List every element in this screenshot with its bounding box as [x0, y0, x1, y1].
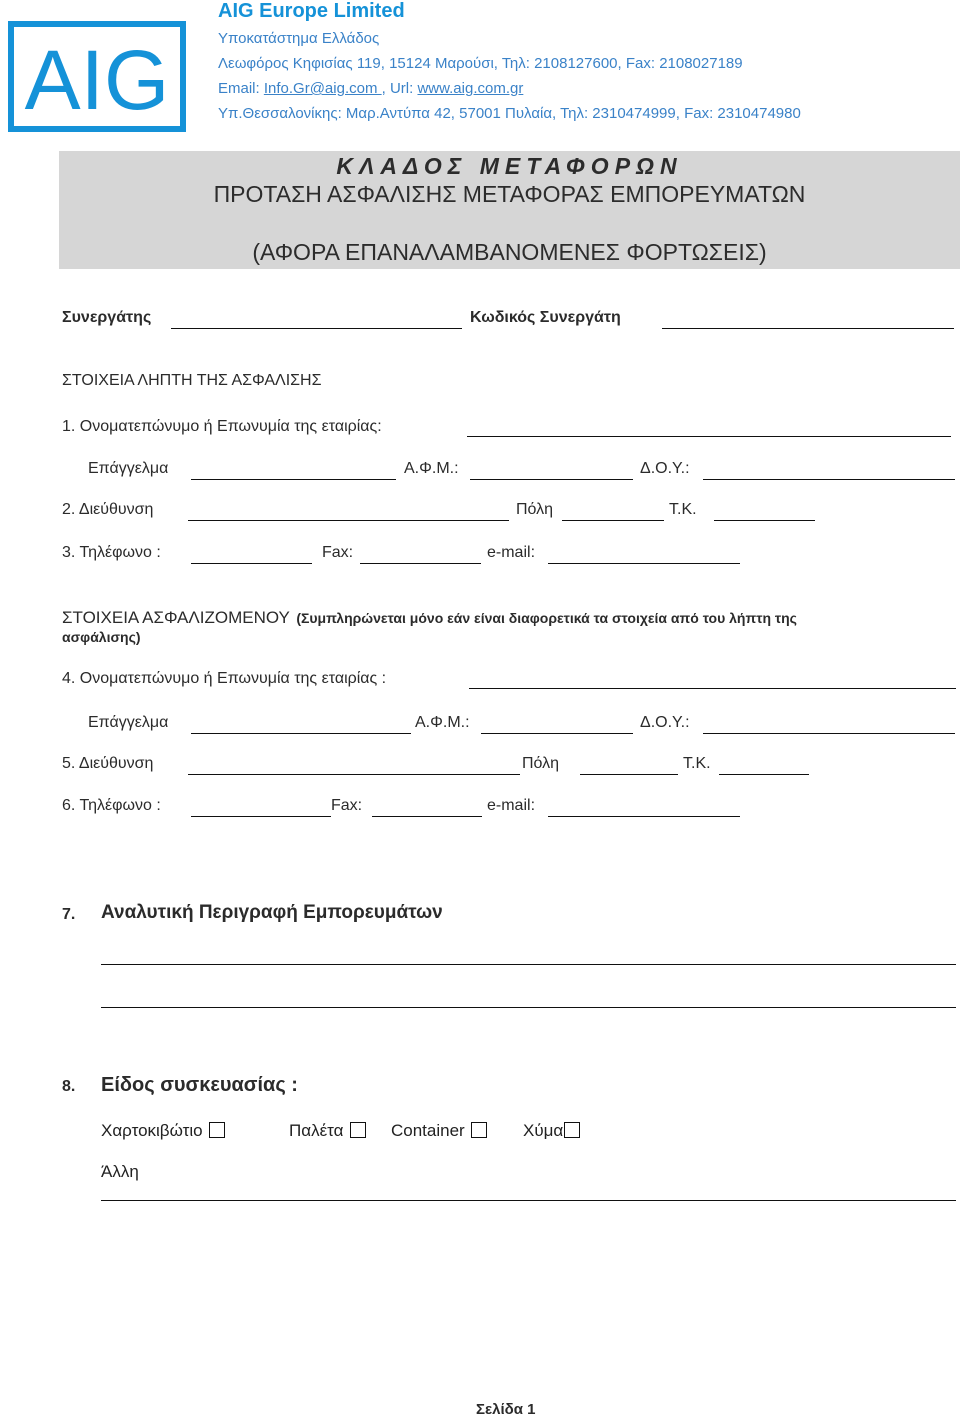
- aig-logo-text: AIG: [24, 33, 170, 126]
- policyholder-afm-field[interactable]: [470, 479, 633, 480]
- policyholder-afm-label: Α.Φ.Μ.:: [404, 460, 459, 477]
- url-label: , Url:: [381, 80, 418, 97]
- container-checkbox[interactable]: [471, 1122, 487, 1138]
- title-banner: [59, 151, 960, 269]
- insured-section-note: (Συμπληρώνεται μόνο εάν είναι διαφορετικά τα στοιχεία από του λήπτη της: [296, 610, 797, 626]
- aig-logo: [8, 21, 186, 132]
- contact-line: [218, 80, 523, 97]
- aig-logo-icon: [14, 27, 180, 126]
- insured-fax-field[interactable]: [372, 816, 482, 817]
- goods-description-line-2[interactable]: [101, 1007, 956, 1008]
- insured-email-field[interactable]: [548, 816, 740, 817]
- insured-section-title: ΣΤΟΙΧΕΙΑ ΑΣΦΑΛΙΖΟΜΕΝΟΥ: [62, 608, 290, 627]
- thessaloniki-branch: Υπ.Θεσσαλονίκης: Μαρ.Αντύπα 42, 57001 Πυλαία, Τηλ: 2310474999, Fax: 2310474980: [218, 105, 801, 122]
- insured-doy-field[interactable]: [703, 733, 955, 734]
- policyholder-profession-field[interactable]: [191, 479, 396, 480]
- insured-afm-label: Α.Φ.Μ.:: [415, 714, 470, 731]
- policyholder-profession-label: Επάγγελμα: [88, 460, 169, 477]
- policyholder-email-field[interactable]: [548, 563, 740, 564]
- insured-city-label: Πόλη: [522, 755, 560, 772]
- bulk-checkbox[interactable]: [564, 1122, 580, 1138]
- packaging-option-container[interactable]: [391, 1121, 487, 1141]
- insured-address-field[interactable]: [188, 774, 520, 775]
- insured-address-label: 5. Διεύθυνση: [62, 755, 154, 772]
- insured-tk-field[interactable]: [719, 774, 809, 775]
- insured-phone-field[interactable]: [191, 816, 331, 817]
- container-label: Container: [391, 1121, 465, 1140]
- bulk-label: Χύμα: [523, 1121, 564, 1140]
- carton-checkbox[interactable]: [209, 1122, 225, 1138]
- pallet-checkbox[interactable]: [350, 1122, 366, 1138]
- insured-fax-label: Fax:: [331, 797, 363, 814]
- email-link[interactable]: Info.Gr@aig.com: [263, 80, 382, 97]
- packaging-option-pallet[interactable]: [289, 1121, 366, 1141]
- policyholder-city-label: Πόλη: [516, 501, 554, 518]
- insured-phone-label: 6. Τηλέφωνο :: [62, 797, 161, 814]
- partner-code-label: Κωδικός Συνεργάτη: [470, 309, 621, 326]
- insured-name-label: 4. Ονοματεπώνυμο ή Επωνυμία της εταιρίας :: [62, 670, 387, 687]
- policyholder-address-field[interactable]: [188, 520, 509, 521]
- policyholder-fax-label: Fax:: [322, 544, 354, 561]
- insured-profession-field[interactable]: [191, 733, 411, 734]
- email-label: Email:: [218, 80, 264, 97]
- policyholder-name-field[interactable]: [467, 436, 951, 437]
- policyholder-tk-field[interactable]: [714, 520, 815, 521]
- company-name: AIG Europe Limited: [218, 0, 405, 22]
- goods-section-title: Αναλυτική Περιγραφή Εμπορευμάτων: [101, 902, 443, 923]
- policyholder-phone-field[interactable]: [191, 563, 312, 564]
- page-number: Σελίδα 1: [476, 1401, 536, 1418]
- partner-field[interactable]: [171, 328, 462, 329]
- insured-section-header: [62, 608, 797, 628]
- website-link[interactable]: www.aig.com.gr: [417, 80, 524, 97]
- insured-email-label: e-mail:: [487, 797, 536, 814]
- pallet-label: Παλέτα: [289, 1121, 344, 1140]
- packaging-section-number: 8.: [62, 1078, 76, 1095]
- goods-section-number: 7.: [62, 906, 76, 923]
- policyholder-doy-field[interactable]: [703, 479, 955, 480]
- form-title: ΠΡΟΤΑΣΗ ΑΣΦΑΛΙΣΗΣ ΜΕΤΑΦΟΡΑΣ ΕΜΠΟΡΕΥΜΑΤΩΝ: [213, 181, 806, 207]
- packaging-other-label: Άλλη: [101, 1162, 139, 1181]
- packaging-option-carton[interactable]: [101, 1121, 225, 1141]
- insured-doy-label: Δ.Ο.Υ.:: [640, 714, 690, 731]
- policyholder-section-title: ΣΤΟΙΧΕΙΑ ΛΗΠΤΗ ΤΗΣ ΑΣΦΑΛΙΣΗΣ: [62, 372, 322, 389]
- packaging-option-bulk[interactable]: [523, 1121, 580, 1141]
- policyholder-fax-field[interactable]: [360, 563, 481, 564]
- partner-code-field[interactable]: [662, 328, 954, 329]
- department-title: ΚΛΑΔΟΣ ΜΕΤΑΦΟΡΩΝ: [336, 153, 683, 179]
- policyholder-phone-label: 3. Τηλέφωνο :: [62, 544, 161, 561]
- insured-section-note-cont: ασφάλισης): [62, 629, 141, 645]
- packaging-other-field[interactable]: [101, 1200, 956, 1201]
- policyholder-name-label: 1. Ονοματεπώνυμο ή Επωνυμία της εταιρίας:: [62, 418, 382, 435]
- insured-name-field[interactable]: [469, 688, 956, 689]
- policyholder-tk-label: Τ.Κ.: [669, 501, 697, 518]
- form-subtitle: (ΑΦΟΡΑ ΕΠΑΝΑΛΑΜΒΑΝΟΜΕΝΕΣ ΦΟΡΤΩΣΕΙΣ): [252, 239, 767, 265]
- branch-name: Υποκατάστημα Ελλάδος: [218, 30, 380, 47]
- goods-description-line-1[interactable]: [101, 964, 956, 965]
- partner-label: Συνεργάτης: [62, 309, 152, 326]
- insured-profession-label: Επάγγελμα: [88, 714, 169, 731]
- insured-tk-label: Τ.Κ.: [683, 755, 711, 772]
- policyholder-doy-label: Δ.Ο.Υ.:: [640, 460, 690, 477]
- insured-afm-field[interactable]: [481, 733, 633, 734]
- policyholder-address-label: 2. Διεύθυνση: [62, 501, 154, 518]
- policyholder-email-label: e-mail:: [487, 544, 536, 561]
- packaging-section-title: Είδος συσκευασίας :: [101, 1074, 298, 1096]
- carton-label: Χαρτοκιβώτιο: [101, 1121, 203, 1140]
- head-office-address: Λεωφόρος Κηφισίας 119, 15124 Μαρούσι, Τηλ: 2108127600, Fax: 2108027189: [218, 55, 743, 72]
- insured-city-field[interactable]: [580, 774, 678, 775]
- policyholder-city-field[interactable]: [562, 520, 664, 521]
